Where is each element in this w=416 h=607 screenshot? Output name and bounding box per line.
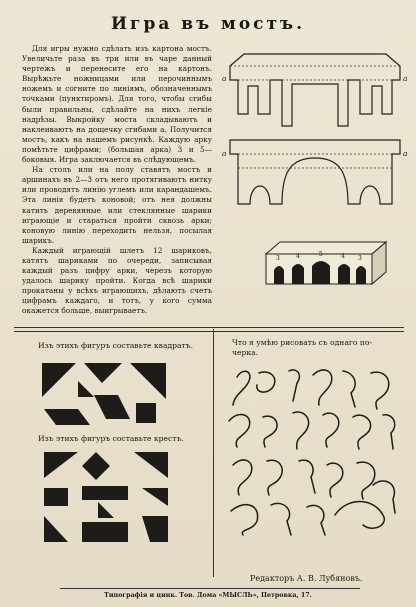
fold-mark-label: a	[403, 149, 408, 158]
arch-number: 3	[358, 255, 362, 262]
section-divider	[14, 331, 404, 332]
fold-mark-label: a	[222, 149, 227, 158]
drawing-caption-line: черка.	[232, 348, 259, 357]
drawing-caption	[232, 338, 407, 358]
animal-sketches	[223, 365, 403, 537]
bridge-model-illustration	[262, 238, 390, 288]
column-divider	[213, 329, 214, 577]
arch-number: 5	[319, 251, 323, 258]
footer-divider	[60, 588, 360, 589]
article-paragraph: Для игры нужно сдѣлать изъ картона мостъ. Увеличьте раза въ три или въ чаре данный чертежъ и перенесите его на картонъ. Вырѣжьте ножницами или перочиннымъ ножемъ и согните по линіямъ, обозначеннымъ точками (пунктиромъ). Для того, чтобы сгибы были правильны, сдѣлайте на нихъ легкіе надрѣзы. Выкройку моста складываютъ и наклеиваютъ на дощечку сгибами а. Получится мостъ, какъ на нашемъ рисункѣ. Каждую арку помѣтьте цифрами; (большая арка) 3 и 5—боковыя. Игра заключается въ слѣдующемъ.	[22, 44, 212, 165]
editor-credit: Редакторъ А. В. Лубяновъ.	[250, 574, 363, 583]
fold-mark-label: a	[222, 74, 227, 83]
article-paragraph: Каждый играющій шлетъ 12 шариковъ, катятъ шариками по очереди, записывая каждый разъ цифру арки, черезъ которую удалось шарику пройти. Когда всѣ шарики прокатаны у всѣхъ играющихъ, дѣлаютъ счетъ цифрамъ каждаго, и тотъ, у кого сумма окажется больше, выигрываетъ.	[22, 245, 212, 316]
cross-puzzle-pieces	[38, 448, 174, 546]
arch-number: 4	[296, 253, 300, 260]
arch-number: 3	[276, 255, 280, 262]
section-divider	[14, 327, 404, 328]
square-puzzle-pieces	[38, 357, 174, 431]
page-title: Игра въ мостъ.	[110, 14, 306, 34]
cross-puzzle-caption: Изъ этихъ фигуръ составьте крестъ.	[38, 434, 184, 443]
arch-number: 4	[341, 253, 345, 260]
bridge-template-diagram	[220, 44, 410, 214]
square-puzzle-caption: Изъ этихъ фигуръ составьте квадратъ.	[38, 341, 193, 350]
article-text	[22, 44, 212, 317]
article-paragraph: На столъ или на полу ставятъ мостъ и аршинахъ въ 2—3 отъ него протягиваютъ нитку или проводятъ линію углемъ или карандашемъ. Эта линія будетъ коновой; отъ нея должны катить деревянные или стеклянные шарики играющіе и стараться пройти сквозь арки; коновую линію переходить нельзя, посылая шарикъ.	[22, 165, 212, 245]
fold-mark-label: a	[403, 74, 408, 83]
print-shop-footer: Типографія и цинк. Тов. Дома «МЫСЛЬ», Петровка, 17.	[104, 592, 312, 599]
drawing-caption-line: Что я умѣю рисовать съ однаго по-	[232, 338, 373, 347]
